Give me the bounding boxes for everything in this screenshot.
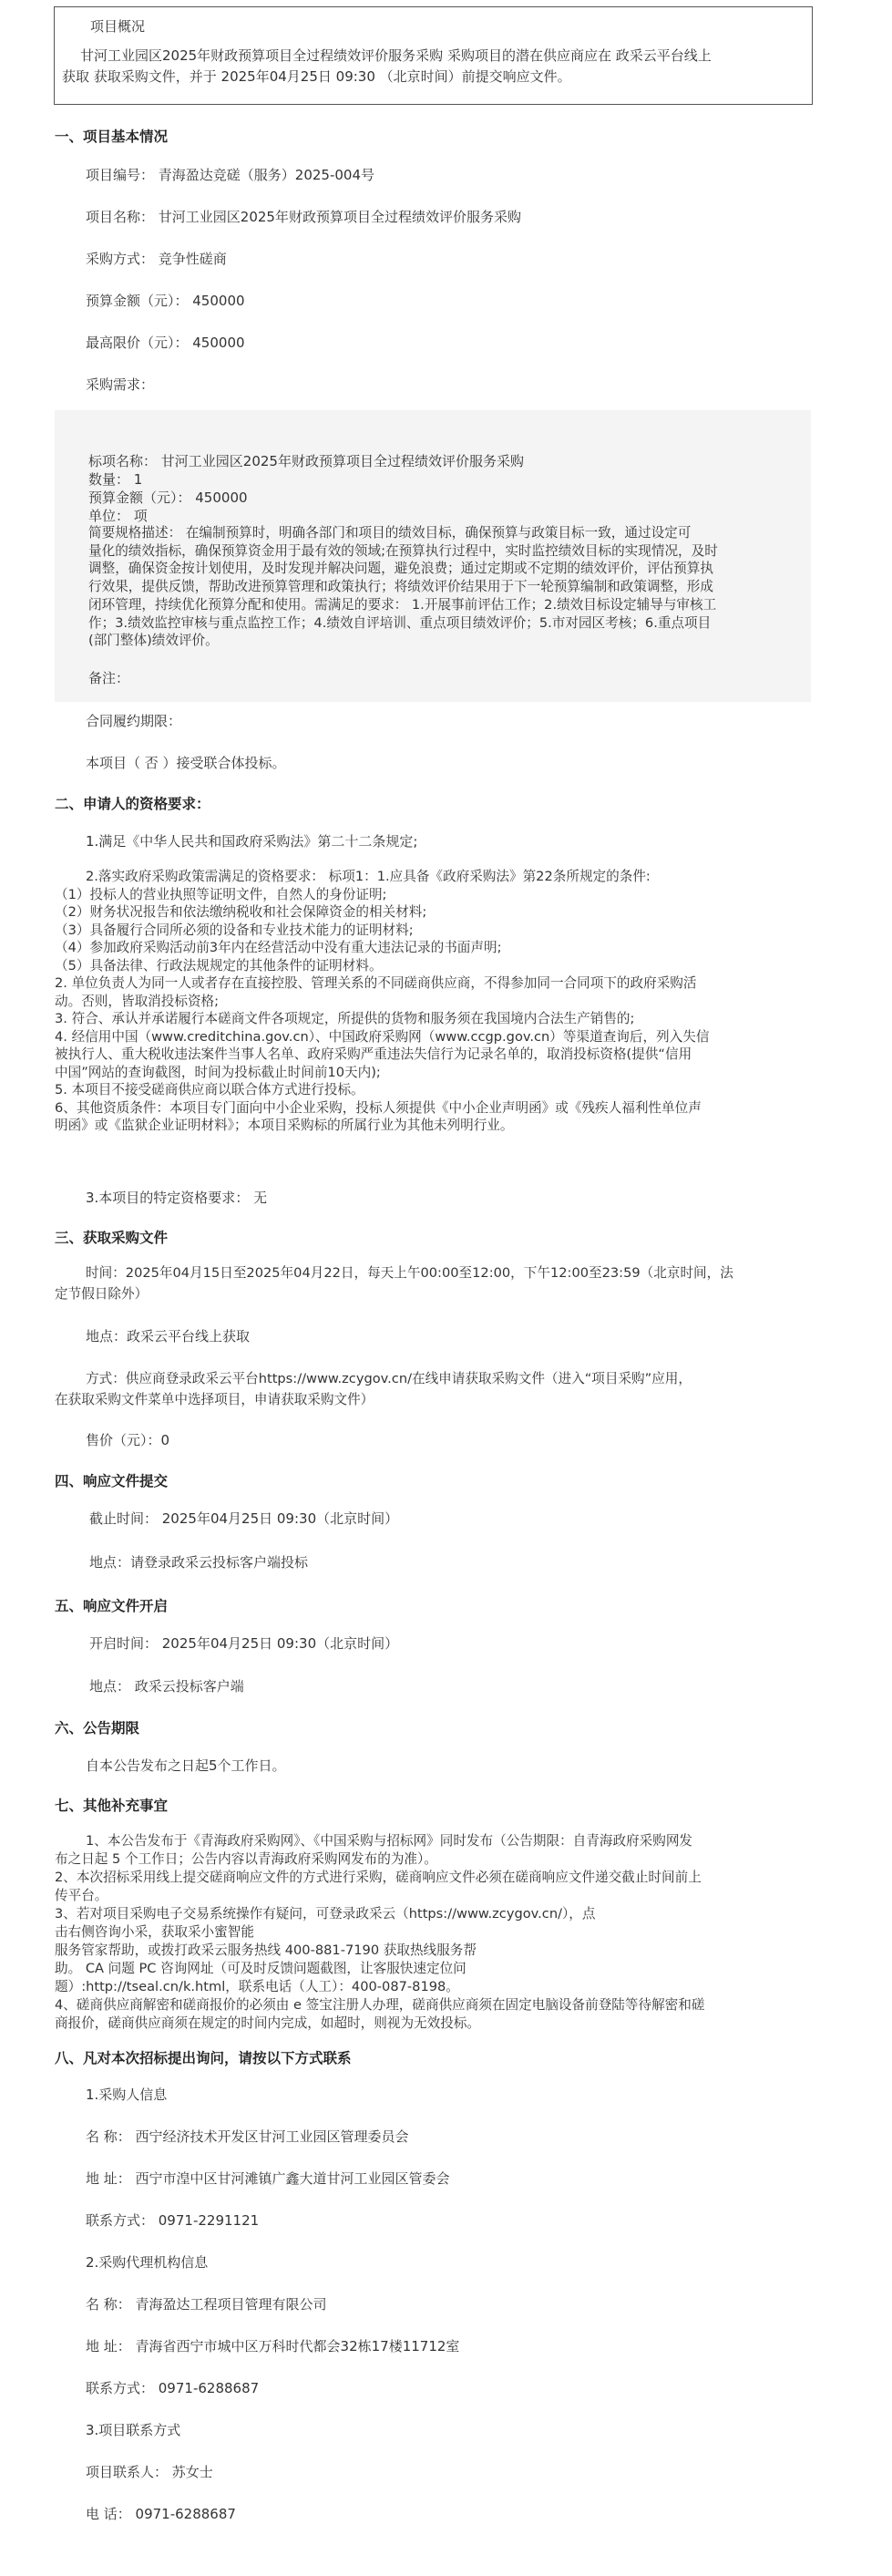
qualification-line: （3）具备履行合同所必须的设备和专业技术能力的证明材料; — [55, 922, 414, 938]
obtain-method-line: 在获取采购文件菜单中选择项目，申请获取采购文件） — [55, 1392, 374, 1407]
buyer-address: 地 址： 西宁市湟中区甘河滩镇广鑫大道甘河工业园区管委会 — [86, 2170, 450, 2187]
obtain-time-line: 时间：2025年04月15日至2025年04月22日，每天上午00:00至12:00，下午12:00至23:59（北京时间，法 — [86, 1265, 733, 1281]
section-heading-other-matters: 七、其他补充事宜 — [55, 1798, 169, 1814]
spec-line: 量化的绩效指标，确保预算资金用于最有效的领域;在预算执行过程中，实时监控绩效目标的实现情况，及时 — [88, 542, 718, 559]
spec-description — [88, 524, 805, 650]
submission-place: 地点：请登录政采云投标客户端投标 — [89, 1554, 309, 1571]
lot-unit: 单位： 项 — [88, 508, 148, 524]
project-name: 项目名称： 甘河工业园区2025年财政预算项目全过程绩效评价服务采购 — [86, 209, 521, 225]
spec-line: 闭环管理，持续优化预算分配和使用。需满足的要求： 1.开展事前评估工作；2.绩效目标设定辅导与审核工 — [88, 596, 717, 613]
qualification-details — [55, 868, 811, 1135]
other-matters-line: 助。 CA 问题 PC 咨询网址（可及时反馈问题截图，让客服快速定位问 — [55, 1961, 467, 1976]
procurement-requirements-label: 采购需求： — [86, 376, 155, 393]
spec-line: (部门整体)绩效评价。 — [88, 633, 219, 649]
qualification-line: 2. 单位负责人为同一人或者存在直接控股、管理关系的不同磋商供应商，不得参加同一合同项下的政府采购活 — [55, 975, 697, 991]
other-matters-line: 击右侧咨询小采，获取采小蜜智能 — [55, 1924, 254, 1940]
document-price: 售价（元）：0 — [86, 1432, 170, 1448]
qualification-line: 4. 经信用中国（www.creditchina.gov.cn）、中国政府采购网（www.ccgp.gov.cn）等渠道查询后，列入失信 — [55, 1028, 710, 1045]
agent-info-title: 2.采购代理机构信息 — [86, 2254, 209, 2271]
lot-quantity: 数量： 1 — [88, 471, 143, 488]
other-matters — [55, 1832, 811, 2033]
obtain-method — [55, 1368, 811, 1410]
qualification-line: 明函》或《监狱企业证明材料》；本项目采购标的所属行业为其他未列明行业。 — [55, 1118, 514, 1133]
qualification-item-1: 1.满足《中华人民共和国政府采购法》第二十二条规定; — [86, 833, 418, 850]
other-matters-line: 2、本次招标采用线上提交磋商响应文件的方式进行采购，磋商响应文件必须在磋商响应文件递交截止时间前上 — [55, 1870, 702, 1885]
contract-period: 合同履约期限： — [86, 713, 182, 729]
project-number: 项目编号： 青海盈达竞磋（服务）2025-004号 — [86, 167, 374, 183]
other-matters-line: 传平台。 — [55, 1888, 108, 1903]
buyer-phone: 联系方式： 0971-2291121 — [86, 2212, 260, 2229]
other-matters-line: 3、若对项目采购电子交易系统操作有疑问，可登录政采云（https://www.zcygov.cn/），点 — [55, 1906, 596, 1922]
overview-line: 获取 获取采购文件，并于 2025年04月25日 09:30 （北京时间）前提交响应文件。 — [62, 68, 571, 85]
spec-line: 调整，确保资金按计划使用，及时发现并解决问题，避免浪费；通过定期或不定期的绩效评价，评估预算执 — [88, 561, 713, 577]
buyer-info-title: 1.采购人信息 — [86, 2087, 168, 2103]
other-matters-line: 布之日起 5 个工作日；公告内容以青海政府采购网发布的为准）。 — [55, 1851, 437, 1867]
submission-deadline: 截止时间： 2025年04月25日 09:30（北京时间） — [89, 1510, 399, 1527]
other-matters-line: 商报价，磋商供应商须在规定的时间内完成，如超时，则视为无效投标。 — [55, 2015, 481, 2031]
qualification-item-3: 3.本项目的特定资格要求： 无 — [86, 1190, 268, 1206]
other-matters-line: 4、磋商供应商解密和磋商报价的必须由 e 签宝注册人办理，磋商供应商须在固定电脑设备前登陆等待解密和磋 — [55, 1997, 705, 2013]
other-matters-line: 服务管家帮助，或拨打政采云服务热线 400-881-7190 获取热线服务帮 — [55, 1942, 477, 1958]
max-price: 最高限价（元）： 450000 — [86, 335, 245, 351]
qualification-line: 2.落实政府采购政策需满足的资格要求： 标项1：1.应具备《政府采购法》第22条所规定的条件: — [86, 869, 651, 884]
overview-title: 项目概况 — [90, 18, 146, 35]
section-heading-opening: 五、响应文件开启 — [55, 1598, 169, 1614]
lot-budget: 预算金额（元）： 450000 — [88, 489, 248, 506]
qualification-line: 3. 符合、承认并承诺履行本磋商文件各项规定，所提供的货物和服务须在我国境内合法生产销售的; — [55, 1011, 635, 1026]
section-heading-submission: 四、响应文件提交 — [55, 1473, 169, 1489]
qualification-line: 6、其他资质条件：本项目专门面向中小企业采购，投标人须提供《中小企业声明函》或《残疾人福利性单位声 — [55, 1099, 702, 1116]
agent-address: 地 址： 青海省西宁市城中区万科时代都会32栋17楼11712室 — [86, 2338, 460, 2354]
agent-name: 名 称： 青海盈达工程项目管理有限公司 — [86, 2296, 327, 2313]
other-matters-line: 1、本公告发布于《青海政府采购网》、《中国采购与招标网》同时发布（公告期限：自青海政府采购网发 — [86, 1833, 693, 1849]
qualification-line: （5）具备法律、行政法规规定的其他条件的证明材料。 — [55, 957, 383, 974]
qualification-line: （4）参加政府采购活动前3年内在经营活动中没有重大违法记录的书面声明; — [55, 940, 502, 955]
other-matters-line: 题）:http://tseal.cn/k.html，联系电话（人工）：400-087-8198。 — [55, 1979, 459, 1994]
lot-remark: 备注： — [88, 670, 130, 686]
buyer-name: 名 称： 西宁经济技术开发区甘河工业园区管理委员会 — [86, 2128, 409, 2145]
notice-period-text: 自本公告发布之日起5个工作日。 — [86, 1757, 286, 1774]
qualification-line: 中国”网站的查询截图，时间为投标截止时间前10天内); — [55, 1064, 381, 1080]
obtain-time — [55, 1262, 811, 1304]
qualification-line: （2）财务状况报告和依法缴纳税收和社会保障资金的相关材料; — [55, 904, 427, 920]
section-heading-contact: 八、凡对本次招标提出询问，请按以下方式联系 — [55, 2050, 352, 2066]
consortium-note: 本项目（ 否 ）接受联合体投标。 — [86, 755, 286, 771]
qualification-line: 5. 本项目不接受磋商供应商以联合体方式进行投标。 — [55, 1082, 364, 1097]
overview-text — [62, 46, 805, 88]
obtain-method-line: 方式：供应商登录政采云平台https://www.zcygov.cn/在线申请获取采购文件（进入“项目采购”应用， — [86, 1371, 692, 1386]
section-heading-basic-info: 一、项目基本情况 — [55, 129, 169, 145]
project-contact-phone: 电 话： 0971-6288687 — [86, 2506, 236, 2522]
opening-place: 地点： 政采云投标客户端 — [89, 1678, 244, 1695]
qualification-line: （1）投标人的营业执照等证明文件，自然人的身份证明; — [55, 886, 387, 902]
agent-phone: 联系方式： 0971-6288687 — [86, 2380, 260, 2396]
section-heading-qualifications: 二、申请人的资格要求： — [55, 796, 210, 812]
obtain-place: 地点：政采云平台线上获取 — [86, 1328, 251, 1345]
requirements-panel — [55, 410, 811, 702]
overview-line: 甘河工业园区2025年财政预算项目全过程绩效评价服务采购 采购项目的潜在供应商应在 政采云平台线上 — [80, 47, 712, 64]
procurement-method: 采购方式： 竞争性磋商 — [86, 251, 227, 267]
qualification-line: 动。否则，皆取消投标资格; — [55, 993, 220, 1009]
section-heading-notice-period: 六、公告期限 — [55, 1720, 140, 1736]
budget-amount: 预算金额（元）： 450000 — [86, 293, 245, 309]
project-contact-person: 项目联系人： 苏女士 — [86, 2464, 213, 2480]
spec-line: 简要规格描述： 在编制预算时，明确各部门和项目的绩效目标，确保预算与政策目标一致，通过设定可 — [88, 525, 692, 541]
spec-line: 行效果，提供反馈，帮助改进预算管理和政策执行；将绩效评价结果用于下一轮预算编制和政策调整，形成 — [88, 579, 713, 595]
section-heading-obtain-documents: 三、获取采购文件 — [55, 1230, 169, 1246]
lot-name: 标项名称： 甘河工业园区2025年财政预算项目全过程绩效评价服务采购 — [88, 453, 524, 469]
project-contact-title: 3.项目联系方式 — [86, 2422, 181, 2438]
obtain-time-line: 定节假日除外） — [55, 1286, 149, 1302]
qualification-line: 被执行人、重大税收违法案件当事人名单、政府采购严重违法失信行为记录名单的，取消投标资格(提供“信用 — [55, 1046, 692, 1062]
opening-time: 开启时间： 2025年04月25日 09:30（北京时间） — [89, 1635, 399, 1652]
spec-line: 作；3.绩效监控审核与重点监控工作；4.绩效自评培训、重点项目绩效评价；5.市对园区考核；6.重点项目 — [88, 614, 712, 631]
project-overview-box — [54, 6, 813, 105]
